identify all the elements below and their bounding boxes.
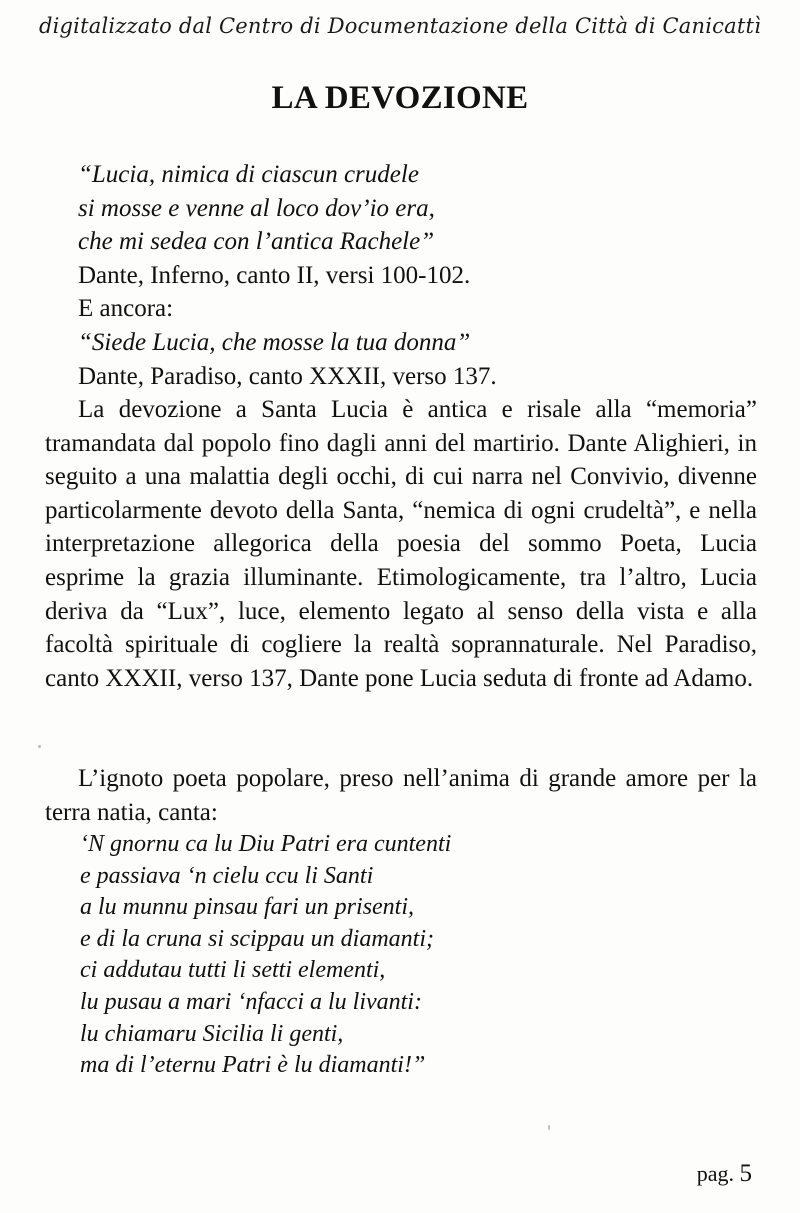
page-number-value: 5 — [739, 1160, 752, 1187]
quote-line: che mi sedea con l’antica Rachele” — [78, 228, 435, 256]
body-paragraph-devotion: La devozione a Santa Lucia è antica e risale alla “memoria” tramandata dal popolo fino dagli anni del martirio. Dante Alighieri, in seguito a una malattia degli occhi, di cui narra nel Convivio, divenne particolarmente devoto della Santa, “nemica di ogni crudeltà”, e nella interpretazione allegorica della poesia del sommo Poeta, Lucia esprime la grazia illuminante. Etimologicamente, tra l’altro, Lucia deriva da “Lux”, luce, elemento legato al senso della vista e alla facoltà spirituale di cogliere la realtà soprannaturale. Nel Paradiso, canto XXXII, verso 137, Dante pone Lucia seduta di fronte ad Adamo. — [45, 396, 757, 692]
page-number — [697, 1160, 752, 1188]
poem-line: lu chiamaru Sicilia li genti, — [80, 1020, 344, 1047]
poem-line: ‘N gnornu ca lu Diu Patri era cuntenti — [80, 831, 452, 857]
citation-line: Dante, Paradiso, canto XXXII, verso 137. — [78, 362, 497, 390]
dante-quotations — [78, 158, 758, 393]
poem-line: e passiava ‘n cielu ccu li Santi — [80, 862, 374, 889]
scan-speck — [548, 1125, 550, 1130]
poem-line: a lu munnu pinsau fari un prisenti, — [80, 894, 415, 921]
poem-line: ci addutau tutti li setti elementi, — [80, 957, 386, 984]
watermark-header: digitalizzato dal Centro di Documentazione della Città di Canicattì — [38, 14, 762, 38]
poem-line: lu pusau a mari ‘nfacci a lu livanti: — [80, 988, 422, 1015]
page-label: pag. — [696, 1161, 734, 1186]
quote-line: “Siede Lucia, che mosse la tua donna” — [78, 328, 471, 356]
body-paragraph-poet-intro: L’ignoto poeta popolare, preso nell’anima di grande amore per la terra natia, canta: — [45, 765, 757, 826]
quote-line: si mosse e venne al loco dov’io era, — [78, 194, 435, 222]
page-title: LA DEVOZIONE — [271, 80, 529, 116]
scan-speck — [38, 745, 41, 748]
quote-line: “Lucia, nimica di ciascun crudele — [78, 161, 419, 188]
poem-line: e di la cruna si scippau un diamanti; — [80, 925, 434, 952]
connector-line: E ancora: — [78, 295, 174, 323]
citation-line: Dante, Inferno, canto II, versi 100-102. — [78, 261, 471, 289]
poem-line: ma di l’eternu Patri è lu diamanti!” — [80, 1052, 426, 1079]
dialect-poem — [80, 829, 760, 1082]
